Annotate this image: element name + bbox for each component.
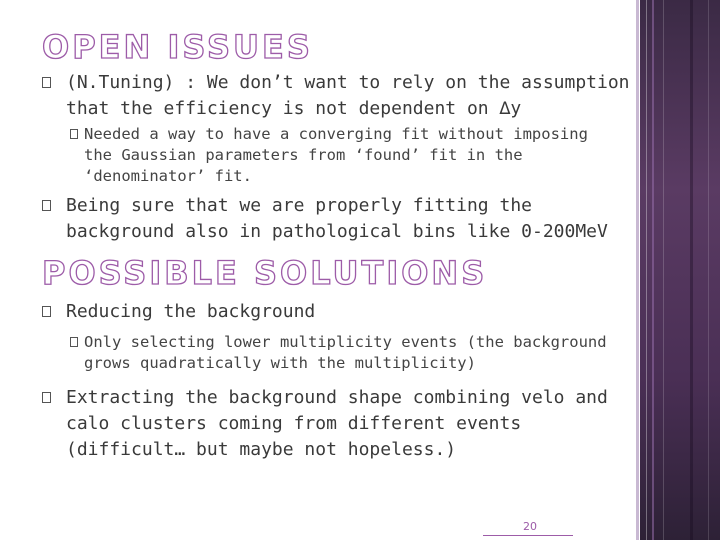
issue-item: [42, 70, 630, 122]
issue-subtext: Needed a way to have a converging fit without imposing the Gaussian parameters from ‘found’ fit in the ‘denominator’ fit.: [84, 125, 588, 185]
page-number-underline: [483, 535, 573, 536]
solution-text: Reducing the background: [66, 301, 316, 322]
square-bullet-icon: [42, 200, 51, 211]
band-edge: [636, 0, 639, 540]
solution-text: Extracting the background shape combining velo and calo clusters coming from different events (difficult… but maybe not hopeless.): [66, 387, 608, 460]
band-stripe: [652, 0, 654, 540]
solution-subitem: [70, 332, 607, 374]
issue-text: Being sure that we are properly fitting the background also in pathological bins like 0-200MeV: [66, 195, 608, 242]
band-stripe: [646, 0, 647, 540]
solution-subtext: Only selecting lower multiplicity events (the background grows quadratically with the multiplicity): [84, 333, 607, 372]
solution-item: [42, 385, 608, 463]
heading-open-issues: OPEN ISSUES: [42, 28, 313, 66]
band-stripe: [690, 0, 693, 540]
square-bullet-icon: [42, 306, 51, 317]
page-number: 20: [523, 520, 537, 533]
square-bullet-icon: [70, 129, 78, 139]
band-stripe: [663, 0, 664, 540]
heading-possible-solutions: POSSIBLE SOLUTIONS: [42, 254, 488, 292]
band-stripe: [708, 0, 709, 540]
issue-item: [42, 193, 608, 245]
issue-subitem: [70, 124, 588, 187]
solution-item: [42, 299, 315, 325]
square-bullet-icon: [42, 77, 51, 88]
square-bullet-icon: [42, 392, 51, 403]
issue-text: (N.Tuning) : We don’t want to rely on the assumption that the efficiency is not dependent on ∆y: [66, 72, 630, 119]
square-bullet-icon: [70, 337, 78, 347]
